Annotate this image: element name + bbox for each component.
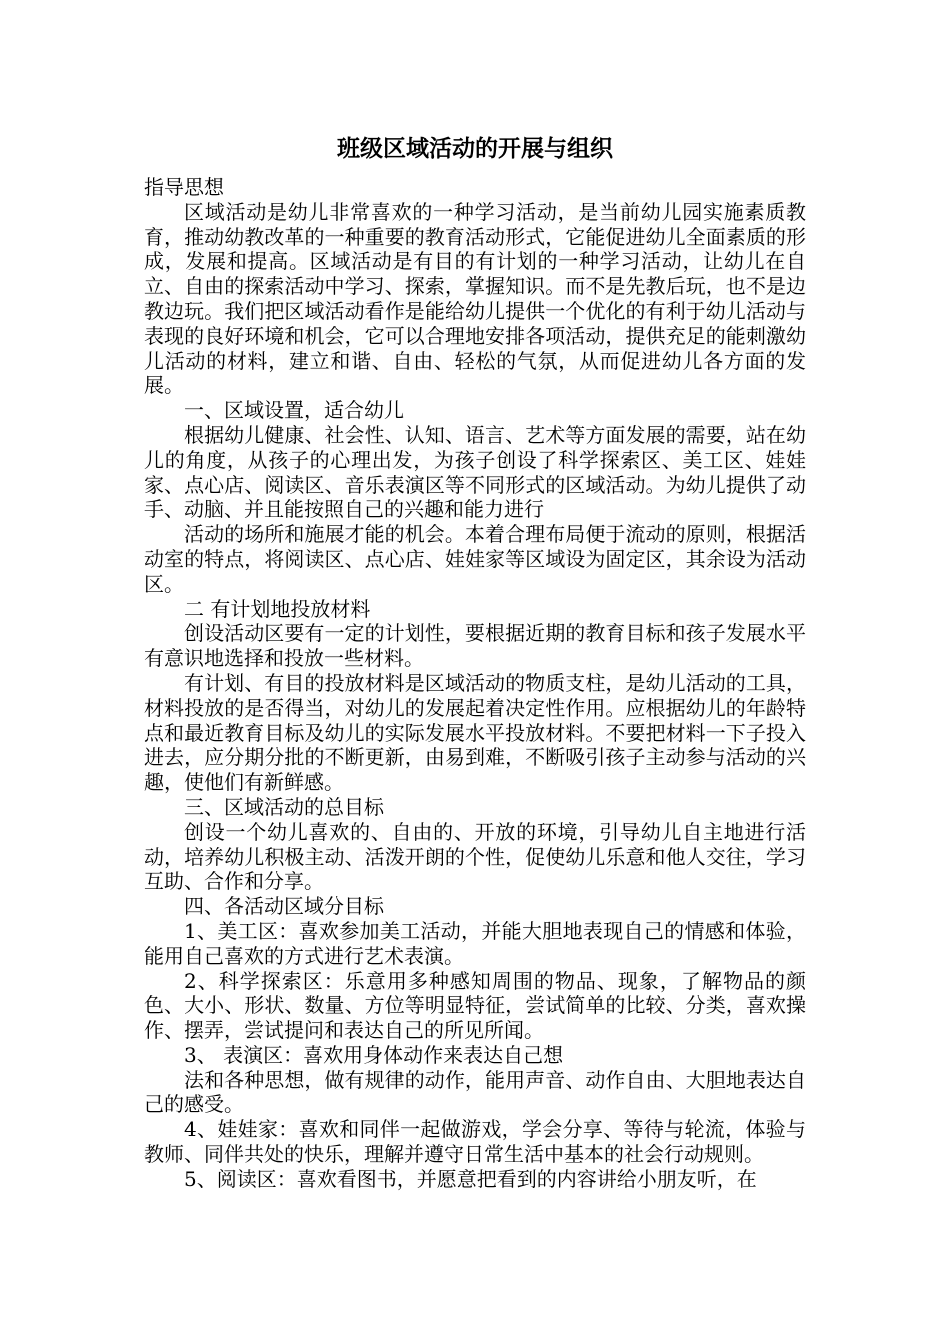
paragraph-area-layout: 活动的场所和施展才能的机会。本着合理布局便于流动的原则，根据活动室的特点，将阅读区、点心店、娃娃家等区域设为固定区，其余设为活动区。: [144, 522, 806, 596]
paragraph-doll-house: 4、娃娃家：喜欢和同伴一起做游戏，学会分享、等待与轮流，体验与教师、同伴共处的快乐，理解并遵守日常生活中基本的社会行动规则。: [144, 1117, 806, 1167]
section-heading-materials: 二 有计划地投放材料: [184, 596, 371, 621]
paragraph-performance-area: 3、 表演区：喜欢用身体动作来表达自己想: [184, 1042, 564, 1067]
section-heading-overall-goal: 三、区域活动的总目标: [184, 794, 384, 819]
paragraph-performance-area-continued: 法和各种思想，做有规律的动作，能用声音、动作自由、大胆地表达自己的感受。: [144, 1067, 806, 1117]
paragraph-area-setup: 根据幼儿健康、社会性、认知、语言、艺术等方面发展的需要，站在幼儿的角度，从孩子的心理出发，为孩子创设了科学探索区、美工区、娃娃家、点心店、阅读区、音乐表演区等不同形式的区域活动。为幼儿提供了动手、动脑、并且能按照自己的兴趣和能力进行: [144, 422, 806, 522]
paragraph-reading-area: 5、阅读区：喜欢看图书，并愿意把看到的内容讲给小朋友听，在: [184, 1166, 757, 1191]
paragraph-guiding-thought-heading: 指导思想: [144, 175, 224, 199]
paragraph-intro: 区域活动是幼儿非常喜欢的一种学习活动，是当前幼儿园实施素质教育，推动幼教改革的一种重要的教育活动形式，它能促进幼儿全面素质的形成，发展和提高。区域活动是有目的有计划的一种学习活动，让幼儿在自立、自由的探索活动中学习、探索，掌握知识。而不是先教后玩，也不是边教边玩。我们把区域活动看作是能给幼儿提供一个优化的有利于幼儿活动与表现的良好环境和机会，它可以合理地安排各项活动，提供充足的能刺激幼儿活动的材料，建立和谐、自由、轻松的气氛，从而促进幼儿各方面的发展。: [144, 199, 806, 398]
paragraph-overall-goal: 创设一个幼儿喜欢的、自由的、开放的环境，引导幼儿自主地进行活动，培养幼儿积极主动、活泼开朗的个性，促使幼儿乐意和他人交往，学习互助、合作和分享。: [144, 819, 806, 894]
section-heading-area-goals: 四、各活动区域分目标: [184, 894, 384, 919]
document-title: 班级区域活动的开展与组织: [337, 136, 613, 162]
paragraph-materials-plan: 创设活动区要有一定的计划性，要根据近期的教育目标和孩子发展水平有意识地选择和投放一些材料。: [144, 621, 806, 671]
document-body: [144, 133, 806, 1192]
paragraph-art-area: 1、美工区：喜欢参加美工活动，并能大胆地表现自己的情感和体验，能用自己喜欢的方式进行艺术表演。: [144, 918, 806, 968]
section-heading-area-setup: 一、区域设置，适合幼儿: [184, 398, 404, 423]
paragraph-materials-purpose: 有计划、有目的投放材料是区域活动的物质支柱，是幼儿活动的工具，材料投放的是否得当，对幼儿的发展起着决定性作用。应根据幼儿的年龄特点和最近教育目标及幼儿的实际发展水平投放材料。不要把材料一下子投入进去，应分期分批的不断更新，由易到难，不断吸引孩子主动参与活动的兴趣，使他们有新鲜感。: [144, 670, 806, 795]
paragraph-science-area: 2、科学探索区：乐意用多种感知周围的物品、现象，了解物品的颜色、大小、形状、数量、方位等明显特征，尝试简单的比较、分类，喜欢操作、摆弄，尝试提问和表达自己的所见所闻。: [144, 968, 806, 1043]
